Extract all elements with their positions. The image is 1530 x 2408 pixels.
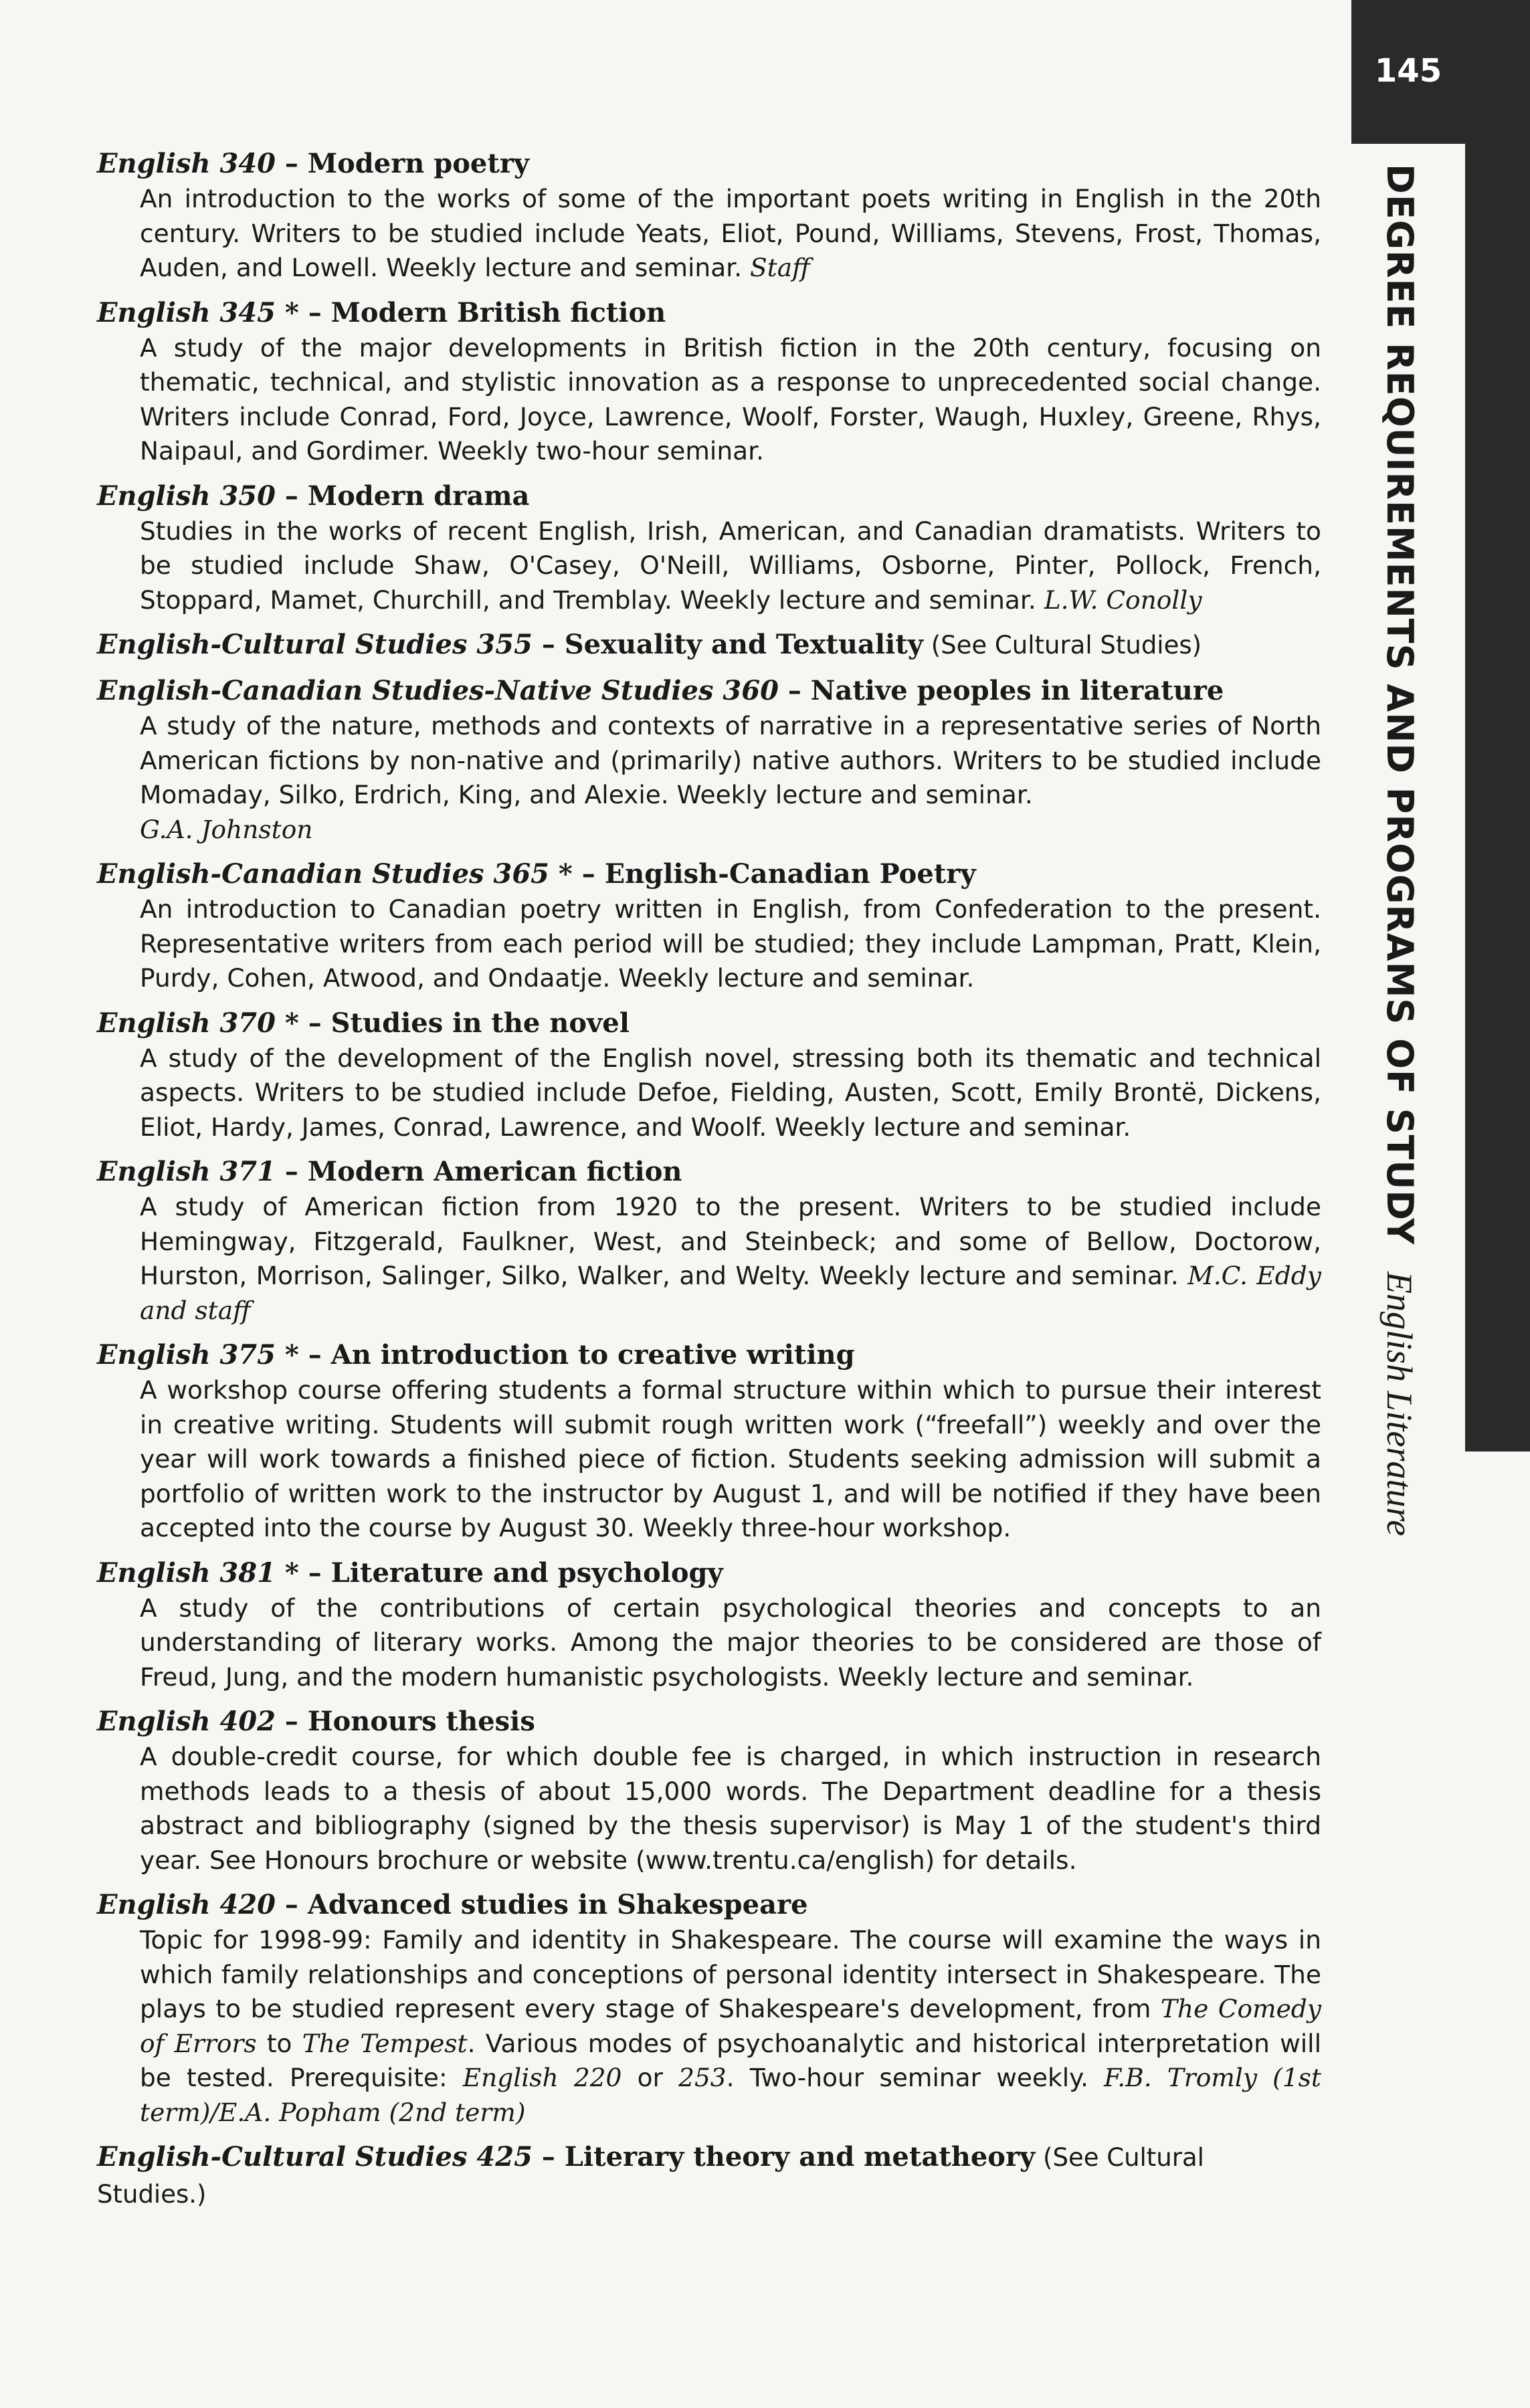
course-entry xyxy=(97,1704,1321,1878)
description-text: A study of the nature, methods and contexts of narrative in a representative series of North American fictions by non-native and (primarily) native authors. Writers to be studied include Momaday, Silko, Erdrich, King, and Alexie. Weekly lecture and seminar. xyxy=(140,711,1321,809)
course-entry xyxy=(97,673,1321,847)
course-heading xyxy=(97,673,1321,709)
course-entry xyxy=(97,146,1321,286)
course-entry xyxy=(97,295,1321,469)
course-description xyxy=(140,331,1321,469)
course-separator: – xyxy=(532,2141,565,2173)
description-text: Topic for 1998-99: Family and identity in Shakespeare. The course will examine the ways in which family relationships and conceptions of personal identity intersect in Shakespeare. The plays to be studied represent every stage of Shakespeare's development, from xyxy=(140,1925,1321,2023)
course-description xyxy=(140,1190,1321,1328)
course-entry xyxy=(97,1005,1321,1145)
description-text: A study of the development of the English novel, stressing both its thematic and technical aspects. Writers to be studied include Defoe, Fielding, Austen, Scott, Emily Brontë, Dickens, Eliot, Hardy, James, Conrad, Lawrence, and Woolf. Weekly lecture and seminar. xyxy=(140,1043,1321,1142)
course-separator: – xyxy=(275,1156,308,1187)
course-instructor: Staff xyxy=(750,253,810,282)
course-heading xyxy=(97,295,1321,331)
course-separator: – xyxy=(275,1706,308,1737)
prerequisite-course: English 220 xyxy=(462,2063,622,2092)
course-title: Studies in the novel xyxy=(330,1007,630,1039)
course-separator: * – xyxy=(549,858,605,890)
course-code: English 381 xyxy=(97,1557,276,1589)
description-text: A study of American fiction from 1920 to the present. Writers to be studied include Hemingway, Fitzgerald, Faulkner, West, and Steinbeck; and some of Bellow, Doctorow, Hurston, Morrison, Salinger, Silko, Walker, and Welty. Weekly lecture and seminar. xyxy=(140,1192,1321,1290)
description-text: to xyxy=(256,2028,302,2058)
play-title: The Comedy of Errors xyxy=(140,1994,1321,2058)
course-instructor: G.A. Johnston xyxy=(140,814,313,844)
course-title: Modern poetry xyxy=(307,148,530,179)
course-instructor: L.W. Conolly xyxy=(1044,585,1202,615)
course-entry xyxy=(97,856,1321,996)
course-heading xyxy=(97,1887,1321,1923)
course-heading xyxy=(97,627,1321,664)
course-heading xyxy=(97,1704,1321,1740)
course-title: Native peoples in literature xyxy=(810,675,1224,706)
course-heading xyxy=(97,478,1321,514)
course-title: An introduction to creative writing xyxy=(330,1339,855,1371)
play-title: The Tempest xyxy=(302,2028,468,2058)
course-entry xyxy=(97,1154,1321,1328)
course-title: Honours thesis xyxy=(307,1706,535,1737)
course-title: Literature and psychology xyxy=(330,1557,723,1589)
course-heading xyxy=(97,1005,1321,1041)
course-cross-reference: (See Cultural Studies) xyxy=(923,631,1202,660)
course-title: English-Canadian Poetry xyxy=(604,858,976,890)
course-separator: – xyxy=(275,480,308,512)
section-title: DEGREE REQUIREMENTS AND PROGRAMS OF STUDY xyxy=(1379,164,1421,1245)
course-code: English 371 xyxy=(97,1156,276,1187)
course-description xyxy=(140,1373,1321,1546)
course-heading xyxy=(97,1337,1321,1373)
course-title: Literary theory and metatheory xyxy=(564,2141,1036,2173)
course-instructor: M.C. Eddy and staff xyxy=(140,1261,1321,1325)
course-code: English-Cultural Studies 425 xyxy=(97,2141,533,2173)
course-separator: – xyxy=(275,1889,308,1920)
section-subtitle: English Literature xyxy=(1379,1272,1420,1536)
course-title: Sexuality and Textuality xyxy=(564,629,923,660)
course-instructor: F.B. Tromly (1st term)/E.A. Popham (2nd term) xyxy=(140,2063,1321,2127)
description-text: . Various modes of psychoanalytic and historical interpretation will be tested. Prerequisite: xyxy=(140,2028,1321,2092)
description-text: A study of the contributions of certain psychological theories and concepts to an understanding of literary works. Among the major theories to be considered are those of Freud, Jung, and the modern humanistic psychologists. Weekly lecture and seminar. xyxy=(140,1593,1321,1692)
description-text: Studies in the works of recent English, Irish, American, and Canadian dramatists. Writers to be studied include Shaw, O'Casey, O'Neill, Williams, Osborne, Pinter, Pollock, French, Stoppard, Mamet, Churchill, and Tremblay. Weekly lecture and seminar. xyxy=(140,516,1321,615)
course-entry xyxy=(97,2139,1321,2213)
course-separator: – xyxy=(275,148,308,179)
course-code: English 345 xyxy=(97,296,276,328)
course-entry xyxy=(97,1337,1321,1546)
course-code: English 370 xyxy=(97,1007,276,1039)
course-code: English-Canadian Studies-Native Studies 360 xyxy=(97,675,779,706)
course-list xyxy=(97,146,1321,2222)
course-code: English 402 xyxy=(97,1706,276,1737)
course-title: Modern American fiction xyxy=(307,1156,682,1187)
course-description xyxy=(140,892,1321,996)
course-description xyxy=(140,709,1321,847)
course-separator: – xyxy=(778,675,811,706)
course-title: Modern British fiction xyxy=(330,296,666,328)
course-separator: * – xyxy=(275,1339,331,1371)
course-separator: * – xyxy=(275,1007,331,1039)
course-heading xyxy=(97,2139,1321,2213)
description-text: or xyxy=(621,2063,679,2092)
course-code: English-Canadian Studies 365 xyxy=(97,858,549,890)
course-entry xyxy=(97,1555,1321,1695)
course-entry xyxy=(97,478,1321,618)
description-text: . Two-hour seminar weekly. xyxy=(726,2063,1105,2092)
description-text: An introduction to the works of some of the important poets writing in English in the 20th century. Writers to be studied include Yeats, Eliot, Pound, Williams, Stevens, Frost, Thomas, Auden, and Lowell. Weekly lecture and seminar. xyxy=(140,184,1321,282)
course-code: English 350 xyxy=(97,480,276,512)
course-description xyxy=(140,514,1321,618)
course-entry xyxy=(97,627,1321,664)
prerequisite-course: 253 xyxy=(678,2063,727,2092)
course-description xyxy=(140,182,1321,286)
course-heading xyxy=(97,856,1321,892)
description-text: An introduction to Canadian poetry written in English, from Confederation to the present. Representative writers from each period will be studied; they include Lampman, Pratt, Klein, Purdy, Cohen, Atwood, and Ondaatje. Weekly lecture and seminar. xyxy=(140,894,1321,993)
description-text: A double-credit course, for which double fee is charged, in which instruction in research methods leads to a thesis of about 15,000 words. The Department deadline for a thesis abstract and bibliography (signed by the thesis supervisor) is May 1 of the student's third year. See Honours brochure or website (www.trentu.ca/english) for details. xyxy=(140,1742,1321,1875)
section-heading xyxy=(1379,164,1421,1536)
course-code: English 340 xyxy=(97,148,276,179)
course-entry xyxy=(97,1887,1321,2130)
course-separator: * – xyxy=(275,1557,331,1589)
course-code: English-Cultural Studies 355 xyxy=(97,629,533,660)
course-code: English 375 xyxy=(97,1339,276,1371)
course-description xyxy=(140,1923,1321,2130)
course-title: Advanced studies in Shakespeare xyxy=(307,1889,808,1920)
course-heading xyxy=(97,146,1321,182)
course-heading xyxy=(97,1154,1321,1190)
course-separator: * – xyxy=(275,296,331,328)
course-title: Modern drama xyxy=(307,480,530,512)
description-text: A workshop course offering students a formal structure within which to pursue their interest in creative writing. Students will submit rough written work (“freefall”) weekly and over the year will work towards a finished piece of fiction. Students seeking admission will submit a portfolio of written work to the instructor by August 1, and will be notified if they have been accepted into the course by August 30. Weekly three-hour workshop. xyxy=(140,1375,1321,1542)
description-text: A study of the major developments in British fiction in the 20th century, focusing on thematic, technical, and stylistic innovation as a response to unprecedented social change. Writers include Conrad, Ford, Joyce, Lawrence, Woolf, Forster, Waugh, Huxley, Greene, Rhys, Naipaul, and Gordimer. Weekly two-hour seminar. xyxy=(140,332,1321,466)
course-description xyxy=(140,1041,1321,1145)
course-heading xyxy=(97,1555,1321,1591)
course-code: English 420 xyxy=(97,1889,276,1920)
course-cross-reference: (See Cultural Studies.) xyxy=(97,2143,1204,2209)
page-number: 145 xyxy=(1374,52,1442,90)
course-description xyxy=(140,1591,1321,1695)
course-separator: – xyxy=(532,629,565,660)
course-description xyxy=(140,1740,1321,1878)
